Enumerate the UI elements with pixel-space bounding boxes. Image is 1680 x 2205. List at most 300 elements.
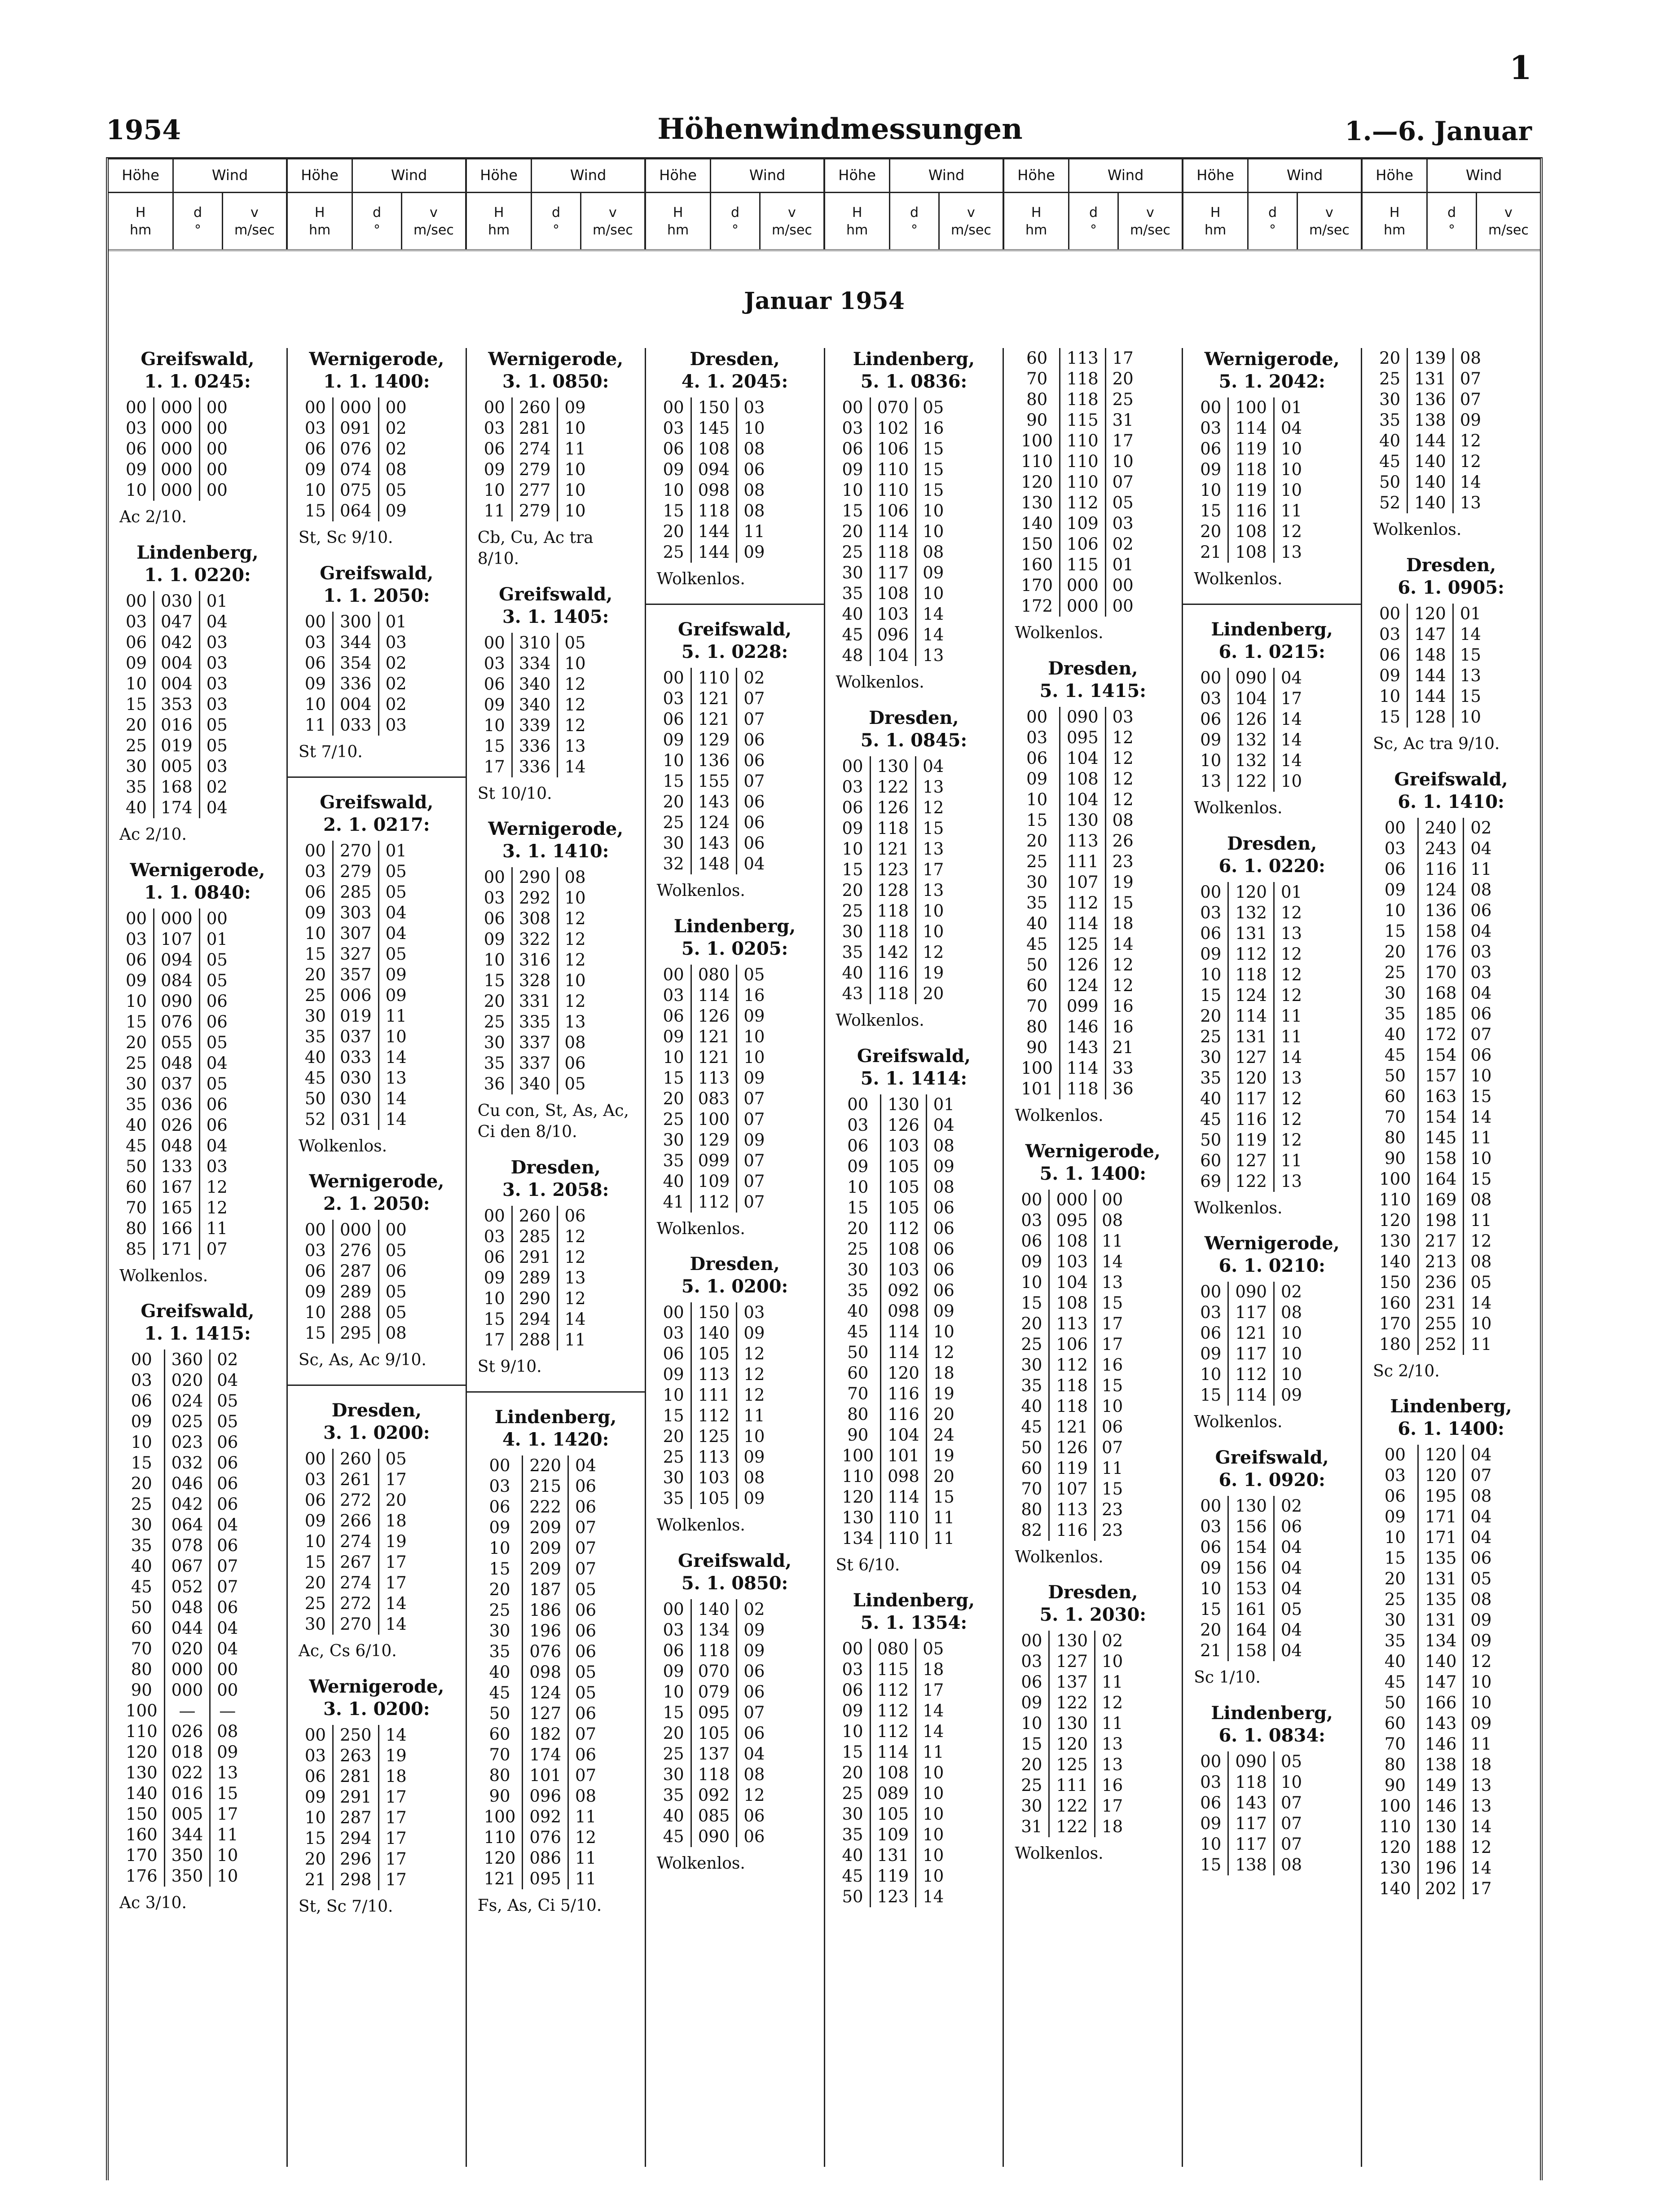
table-row: [657, 688, 771, 709]
speed-cell: 14: [564, 1309, 586, 1329]
height-cell: 00: [842, 398, 863, 417]
station-block: [1189, 1232, 1355, 1433]
height-cell: 15: [484, 971, 505, 991]
height-cell: 40: [304, 1047, 326, 1067]
table-row: [119, 1115, 234, 1136]
header-d: [1428, 193, 1477, 249]
direction-cell: 171: [154, 1239, 200, 1260]
speed-cell: 10: [743, 1027, 765, 1046]
speed-cell: 06: [575, 1745, 597, 1764]
station-block: [115, 1300, 280, 1914]
table-row: [299, 841, 413, 861]
direction-cell: 157: [1418, 1066, 1464, 1086]
speed-cell: 06: [217, 1598, 238, 1618]
height-cell: 10: [489, 1538, 510, 1558]
direction-cell: 083: [691, 1089, 737, 1109]
height-cell: 160: [1021, 555, 1053, 574]
speed-cell: 06: [1280, 1517, 1302, 1537]
height-cell: 00: [126, 398, 147, 417]
height-cell: 00: [842, 1639, 863, 1659]
height-cell: 15: [663, 501, 684, 520]
speed-cell: 04: [217, 1515, 238, 1535]
speed-cell: 09: [743, 1130, 765, 1150]
speed-cell: 11: [206, 1218, 228, 1238]
height-cell: 03: [1384, 1466, 1406, 1486]
speed-cell: 03: [385, 632, 407, 652]
speed-cell: 13: [1280, 1068, 1302, 1088]
height-cell: 100: [1379, 1169, 1411, 1189]
speed-cell: 14: [1470, 1293, 1492, 1313]
direction-cell: 130: [1228, 1496, 1274, 1517]
height-cell: 25: [126, 736, 147, 755]
direction-cell: 288: [512, 1330, 558, 1350]
direction-cell: 108: [691, 439, 737, 459]
speed-cell: 05: [385, 882, 407, 902]
height-cell: 35: [484, 1054, 505, 1073]
direction-cell: 171: [1418, 1507, 1464, 1527]
cloud-note: Wolkenlos.: [656, 881, 745, 900]
speed-cell: 11: [1280, 1027, 1302, 1046]
station-block: [1368, 554, 1534, 755]
speed-cell: 07: [1280, 1813, 1302, 1833]
height-cell: 40: [126, 798, 147, 817]
speed-cell: 06: [385, 1261, 407, 1281]
speed-cell: 08: [575, 1786, 597, 1806]
speed-cell: 15: [923, 439, 944, 459]
speed-cell: 07: [206, 1239, 228, 1259]
speed-cell: 11: [1280, 1006, 1302, 1026]
direction-cell: 296: [333, 1849, 378, 1870]
data-column: [1004, 348, 1183, 2167]
speed-cell: 09: [1470, 1610, 1492, 1630]
cloud-note: Wolkenlos.: [1015, 624, 1104, 642]
table-row: [836, 1094, 961, 1115]
station-datetime: 5. 1. 0845:: [860, 729, 968, 751]
direction-cell: 042: [164, 1494, 210, 1515]
speed-cell: 10: [1470, 1148, 1492, 1168]
direction-cell: 106: [1049, 1334, 1095, 1355]
station-name: Greifswald,: [857, 1045, 971, 1067]
height-cell: 09: [663, 1027, 684, 1046]
speed-cell: 02: [385, 653, 407, 673]
direction-cell: 131: [1418, 1569, 1464, 1589]
table-row: [836, 818, 950, 839]
height-cell: 121: [484, 1869, 516, 1888]
height-cell: 03: [1026, 728, 1048, 747]
height-cell: 120: [1021, 472, 1053, 492]
header-v-label: v: [251, 204, 259, 220]
table-row: [1015, 1079, 1139, 1099]
station-title: [1010, 1581, 1175, 1626]
height-cell: 25: [304, 1594, 326, 1614]
height-cell: 40: [131, 1557, 152, 1576]
speed-cell: 07: [1460, 390, 1481, 409]
speed-cell: 00: [206, 908, 228, 928]
speed-cell: 15: [1102, 1376, 1123, 1395]
table-row: [1373, 818, 1498, 838]
speed-cell: 01: [933, 1094, 954, 1114]
table-row: [657, 1744, 771, 1764]
speed-cell: 06: [206, 1115, 228, 1135]
station-title: [1010, 1140, 1175, 1185]
direction-cell: 125: [691, 1426, 737, 1447]
speed-cell: 10: [743, 1427, 765, 1446]
station-block: [652, 618, 818, 902]
speed-cell: 12: [206, 1177, 228, 1197]
table-row: [1373, 1693, 1498, 1713]
wind-table: [1194, 1751, 1308, 1875]
direction-cell: 124: [1418, 880, 1464, 900]
speed-cell: 02: [1112, 534, 1134, 554]
table-row: [119, 715, 234, 736]
direction-cell: 291: [333, 1787, 378, 1808]
height-cell: 180: [1379, 1334, 1411, 1354]
table-row: [657, 439, 771, 459]
station-title: [115, 859, 280, 904]
speed-cell: 12: [564, 909, 586, 929]
direction-cell: 115: [1060, 410, 1106, 431]
table-row: [1373, 410, 1487, 431]
height-cell: 35: [663, 1151, 684, 1170]
table-row: [119, 1804, 244, 1825]
height-cell: 20: [663, 1724, 684, 1743]
height-cell: 10: [1200, 481, 1222, 500]
direction-cell: 024: [164, 1391, 210, 1411]
direction-cell: 140: [1407, 493, 1453, 513]
height-cell: 03: [1200, 903, 1222, 922]
direction-cell: 340: [512, 695, 558, 715]
header-units: [1183, 193, 1361, 249]
table-row: [119, 756, 234, 777]
speed-cell: 23: [1112, 851, 1134, 871]
direction-cell: 289: [512, 1268, 558, 1288]
height-cell: 15: [663, 1703, 684, 1723]
height-cell: 70: [847, 1384, 869, 1403]
direction-cell: 122: [1228, 771, 1274, 792]
table-row: [657, 1047, 771, 1068]
height-cell: 30: [1200, 1047, 1222, 1067]
height-cell: 15: [1200, 985, 1222, 1005]
station-datetime: 1. 1. 0840:: [144, 882, 251, 903]
direction-cell: 117: [1228, 1089, 1274, 1109]
table-row: [1194, 1323, 1308, 1344]
speed-cell: 17: [1112, 431, 1134, 450]
table-row: [657, 1702, 771, 1723]
height-cell: 45: [1021, 1417, 1042, 1437]
direction-cell: 166: [1418, 1693, 1464, 1713]
table-row: [1373, 645, 1487, 666]
table-row: [836, 1721, 950, 1742]
direction-cell: 022: [164, 1763, 210, 1783]
table-row: [1373, 1879, 1498, 1899]
height-cell: 70: [1384, 1734, 1406, 1754]
table-row: [119, 1680, 244, 1701]
height-cell: 10: [663, 1047, 684, 1067]
speed-cell: 04: [1280, 1641, 1302, 1661]
wind-table: [836, 1094, 961, 1549]
height-cell: 20: [1026, 831, 1048, 851]
table-row: [1373, 431, 1487, 451]
header-top: [1004, 159, 1182, 193]
table-row: [1373, 1148, 1498, 1169]
speed-cell: 13: [1280, 923, 1302, 943]
table-row: [1194, 1751, 1308, 1772]
height-cell: 48: [842, 646, 863, 665]
table-row: [836, 963, 950, 983]
speed-cell: 07: [743, 1109, 765, 1129]
header-deg-unit: °: [732, 222, 739, 238]
direction-cell: 172: [1418, 1024, 1464, 1045]
station-title: [652, 618, 818, 663]
speed-cell: 08: [1460, 348, 1481, 368]
wind-table: [299, 1220, 413, 1344]
speed-cell: 10: [1112, 452, 1134, 471]
table-row: [1373, 1066, 1498, 1086]
direction-cell: 114: [1060, 913, 1106, 934]
table-row: [1015, 555, 1139, 575]
table-row: [1194, 1047, 1308, 1068]
speed-cell: 17: [217, 1804, 238, 1824]
height-cell: 06: [131, 1391, 152, 1411]
wind-table: [1373, 1445, 1498, 1899]
speed-cell: 10: [923, 1804, 944, 1824]
table-row: [1373, 1128, 1498, 1148]
station-datetime: 5. 1. 2042:: [1218, 371, 1325, 392]
table-row: [836, 1198, 961, 1218]
direction-cell: 127: [1228, 1151, 1274, 1171]
height-cell: 06: [1379, 645, 1401, 665]
speed-cell: 03: [743, 1303, 765, 1323]
speed-cell: 09: [923, 563, 944, 582]
table-row: [1194, 1364, 1308, 1385]
height-cell: 15: [1021, 1734, 1042, 1754]
table-frame: [106, 157, 1543, 2180]
station-block: [652, 915, 818, 1240]
speed-cell: 08: [743, 481, 765, 500]
direction-cell: 130: [881, 1094, 927, 1115]
direction-cell: 140: [1418, 1651, 1464, 1672]
direction-cell: 121: [691, 688, 737, 709]
station-title: [115, 348, 280, 393]
station-block: [1189, 348, 1355, 590]
speed-cell: 18: [385, 1511, 407, 1531]
table-row: [1015, 975, 1139, 996]
table-row: [478, 1765, 603, 1786]
direction-cell: 030: [333, 1068, 378, 1089]
height-cell: 80: [126, 1218, 147, 1238]
station-name: Greifswald,: [678, 618, 792, 640]
direction-cell: 023: [164, 1432, 210, 1453]
table-row: [836, 1742, 950, 1763]
height-cell: 50: [1379, 472, 1401, 492]
header-d-label: d: [1447, 204, 1456, 220]
direction-cell: 074: [333, 459, 378, 480]
table-row: [836, 625, 950, 645]
station-datetime: 1. 1. 1415:: [144, 1323, 251, 1345]
station-datetime: 6. 1. 1400:: [1398, 1418, 1504, 1440]
height-cell: 00: [842, 756, 863, 776]
table-row: [1194, 1130, 1308, 1151]
direction-cell: 130: [870, 756, 916, 777]
height-cell: 15: [1379, 707, 1401, 727]
direction-cell: 255: [1418, 1314, 1464, 1334]
station-datetime: 5. 1. 1400:: [1039, 1163, 1147, 1184]
height-cell: 06: [484, 909, 505, 929]
wind-table: [657, 965, 771, 1213]
height-cell: 03: [484, 653, 505, 673]
table-row: [1015, 748, 1139, 769]
station-name: Wernigerode,: [1204, 348, 1340, 370]
station-title: [473, 818, 638, 863]
table-row: [119, 1473, 244, 1494]
speed-cell: 03: [206, 674, 228, 693]
table-row: [478, 1807, 603, 1827]
table-row: [478, 950, 592, 970]
direction-cell: 109: [691, 1171, 737, 1192]
speed-cell: 04: [385, 903, 407, 922]
table-row: [836, 542, 950, 563]
header-v: [1477, 193, 1540, 249]
station-title: [652, 1550, 818, 1595]
speed-cell: 24: [933, 1425, 954, 1445]
direction-cell: 000: [333, 1220, 378, 1240]
speed-cell: 07: [575, 1765, 597, 1785]
station-title: [1189, 833, 1355, 878]
direction-cell: 119: [1049, 1458, 1095, 1479]
header-wind: Wind: [391, 167, 427, 184]
direction-cell: 090: [154, 991, 200, 1012]
height-cell: 120: [1379, 1210, 1411, 1230]
speed-cell: 17: [385, 1470, 407, 1490]
height-cell: 03: [304, 1746, 326, 1765]
height-cell: 140: [1379, 1879, 1411, 1899]
height-cell: 09: [842, 1701, 863, 1721]
direction-cell: 140: [1407, 472, 1453, 493]
table-row: [299, 1220, 413, 1240]
station-block: [294, 348, 459, 549]
table-row: [299, 882, 413, 903]
direction-cell: 294: [512, 1309, 558, 1330]
station-block: [294, 562, 459, 763]
speed-cell: 10: [564, 481, 586, 500]
speed-cell: 06: [743, 730, 765, 750]
table-row: [478, 1600, 603, 1621]
table-row: [478, 1455, 603, 1476]
direction-cell: 094: [154, 950, 200, 970]
data-column: [646, 348, 825, 2167]
direction-cell: 279: [512, 459, 558, 480]
station-block: [294, 1170, 459, 1371]
header-h-label: H: [1031, 204, 1042, 220]
table-row: [119, 1218, 234, 1239]
table-row: [1194, 771, 1308, 792]
height-cell: 70: [126, 1198, 147, 1217]
speed-cell: 17: [385, 1573, 407, 1593]
height-cell: 06: [842, 798, 863, 817]
speed-cell: 13: [1460, 493, 1481, 512]
table-row: [119, 929, 234, 950]
direction-cell: 353: [154, 694, 200, 715]
speed-cell: 12: [923, 798, 944, 817]
table-row: [836, 1508, 961, 1528]
direction-cell: 110: [881, 1528, 927, 1549]
height-cell: 30: [847, 1260, 869, 1279]
table-row: [299, 1089, 413, 1109]
table-row: [836, 798, 950, 818]
speed-cell: 14: [1470, 1817, 1492, 1837]
table-row: [836, 777, 950, 798]
table-row: [1373, 962, 1498, 983]
station-datetime: 5. 1. 0850:: [681, 1573, 788, 1594]
table-row: [1373, 1817, 1498, 1837]
height-cell: 150: [1379, 1272, 1411, 1292]
header-h: [646, 193, 711, 249]
direction-cell: 217: [1418, 1231, 1464, 1252]
speed-cell: 19: [385, 1746, 407, 1765]
height-cell: 10: [484, 1288, 505, 1308]
direction-cell: 076: [523, 1641, 568, 1662]
header-group: [109, 159, 288, 249]
height-cell: 100: [484, 1807, 516, 1826]
table-row: [657, 812, 771, 833]
direction-cell: 070: [691, 1661, 737, 1682]
speed-cell: 12: [1112, 769, 1134, 789]
direction-cell: 295: [333, 1323, 378, 1344]
speed-cell: 02: [385, 674, 407, 693]
direction-cell: 145: [1418, 1128, 1464, 1148]
table-row: [1015, 769, 1139, 789]
direction-cell: 122: [870, 777, 916, 798]
station-datetime: 3. 1. 1405:: [502, 606, 609, 627]
height-cell: 00: [663, 398, 684, 417]
table-row: [1015, 1817, 1129, 1837]
direction-cell: 123: [870, 860, 916, 880]
table-row: [119, 1721, 244, 1742]
speed-cell: 10: [1280, 460, 1302, 479]
speed-cell: 05: [743, 965, 765, 984]
table-row: [299, 632, 413, 653]
direction-cell: 123: [870, 1887, 916, 1907]
table-row: [478, 1226, 592, 1247]
table-row: [836, 1804, 950, 1825]
table-row: [836, 1528, 961, 1549]
table-row: [1015, 728, 1139, 748]
speed-cell: —: [219, 1701, 236, 1721]
direction-cell: 110: [1060, 472, 1106, 493]
height-cell: 10: [304, 1808, 326, 1827]
table-row: [836, 1239, 961, 1260]
speed-cell: 12: [1112, 789, 1134, 809]
direction-cell: 112: [870, 1721, 916, 1742]
height-cell: 10: [1021, 1714, 1042, 1733]
height-cell: 03: [304, 1470, 326, 1490]
speed-cell: 07: [575, 1559, 597, 1579]
height-cell: 10: [1200, 750, 1222, 770]
table-row: [657, 1323, 771, 1344]
cloud-note: Wolkenlos.: [656, 1854, 745, 1873]
table-row: [1194, 965, 1308, 985]
direction-cell: 000: [1060, 575, 1106, 596]
direction-cell: 118: [1049, 1376, 1095, 1396]
direction-cell: 048: [154, 1136, 200, 1156]
table-row: [1015, 707, 1139, 728]
header-ms-unit: m/sec: [950, 222, 991, 238]
height-cell: 35: [304, 1027, 326, 1046]
direction-cell: 274: [333, 1573, 378, 1593]
direction-cell: 112: [691, 1192, 737, 1213]
speed-cell: 04: [1470, 838, 1492, 858]
speed-cell: 05: [217, 1391, 238, 1411]
